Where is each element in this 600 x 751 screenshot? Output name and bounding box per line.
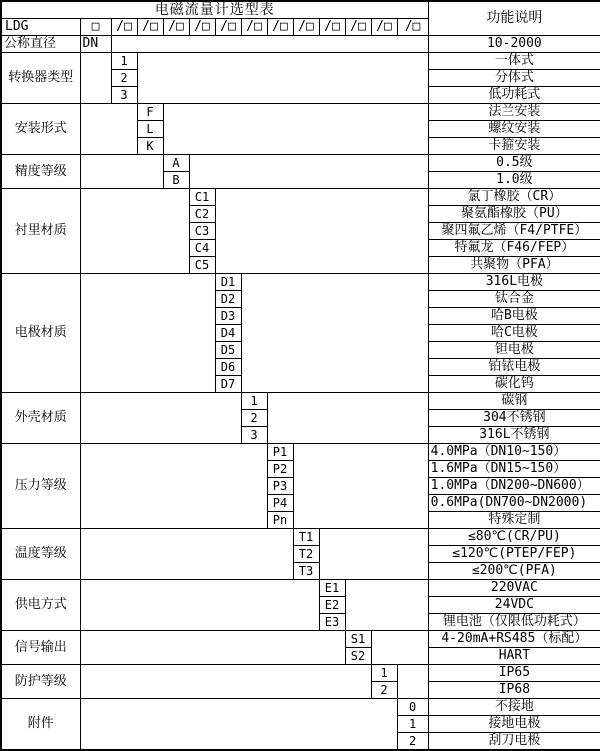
option-code: P1 bbox=[267, 444, 293, 461]
option-description: 316L不锈钢 bbox=[428, 427, 600, 444]
option-code: T2 bbox=[293, 546, 319, 563]
code-slot-box: /□ bbox=[215, 19, 241, 36]
option-description: 1.0级 bbox=[428, 172, 600, 189]
spacer-cell bbox=[80, 699, 397, 751]
code-slot-box: /□ bbox=[189, 19, 215, 36]
option-description: 铂铱电极 bbox=[428, 359, 600, 376]
option-code: D2 bbox=[215, 291, 241, 308]
code-slot-box: /□ bbox=[163, 19, 189, 36]
spacer-cell bbox=[241, 274, 428, 393]
option-description: 0.5级 bbox=[428, 155, 600, 172]
spacer-cell bbox=[111, 36, 428, 53]
option-description: 碳化钨 bbox=[428, 376, 600, 393]
spacer-cell bbox=[80, 274, 215, 393]
option-description: 一体式 bbox=[428, 53, 600, 70]
option-description: ≤80℃(CR/PU) bbox=[428, 529, 600, 546]
spacer-cell bbox=[137, 53, 428, 104]
option-description: 碳钢 bbox=[428, 393, 600, 410]
option-code: D7 bbox=[215, 376, 241, 393]
option-description: 304不锈钢 bbox=[428, 410, 600, 427]
category-label: 供电方式 bbox=[1, 580, 80, 631]
spacer-cell bbox=[267, 393, 428, 444]
option-code: P2 bbox=[267, 461, 293, 478]
category-label: 压力等级 bbox=[1, 444, 80, 529]
option-code: D6 bbox=[215, 359, 241, 376]
code-slot-box: /□ bbox=[241, 19, 267, 36]
code-slot-box: /□ bbox=[397, 19, 428, 36]
option-description: 聚氨酯橡胶（PU） bbox=[428, 206, 600, 223]
category-label: 外壳材质 bbox=[1, 393, 80, 444]
option-description: 哈C电极 bbox=[428, 325, 600, 342]
option-code: L bbox=[137, 121, 163, 138]
option-code: P3 bbox=[267, 478, 293, 495]
option-code: S2 bbox=[345, 648, 371, 665]
option-code: E2 bbox=[319, 597, 345, 614]
option-description: 10-2000 bbox=[428, 36, 600, 53]
spacer-cell bbox=[371, 631, 428, 665]
spacer-cell bbox=[80, 53, 111, 104]
option-description: 0.6MPa(DN700~DN2000) bbox=[428, 495, 600, 512]
option-description: 法兰安装 bbox=[428, 104, 600, 121]
option-description: HART bbox=[428, 648, 600, 665]
option-description: 聚四氟乙烯（F4/PTFE） bbox=[428, 223, 600, 240]
spacer-cell bbox=[163, 104, 428, 155]
option-description: 特氟龙（F46/FEP） bbox=[428, 240, 600, 257]
option-description: 1.0MPa（DN200~DN600） bbox=[428, 478, 600, 495]
option-code: D5 bbox=[215, 342, 241, 359]
option-code: DN bbox=[80, 36, 111, 53]
spacer-cell bbox=[80, 189, 189, 274]
option-description: 接地电极 bbox=[428, 716, 600, 733]
category-label: 衬里材质 bbox=[1, 189, 80, 274]
category-label: 温度等级 bbox=[1, 529, 80, 580]
option-code: 3 bbox=[111, 87, 137, 104]
category-label: 安装形式 bbox=[1, 104, 80, 155]
code-slot-box: /□ bbox=[293, 19, 319, 36]
option-description: 锂电池（仅限低功耗式） bbox=[428, 614, 600, 631]
option-description: 220VAC bbox=[428, 580, 600, 597]
option-description: 刮刀电极 bbox=[428, 733, 600, 751]
option-code: 1 bbox=[371, 665, 397, 682]
code-slot-box: /□ bbox=[111, 19, 137, 36]
option-code: P4 bbox=[267, 495, 293, 512]
category-label: 公称直径 bbox=[1, 36, 80, 53]
option-description: IP65 bbox=[428, 665, 600, 682]
category-label: 防护等级 bbox=[1, 665, 80, 699]
option-description: 4.0MPa（DN10~150） bbox=[428, 444, 600, 461]
option-description: 分体式 bbox=[428, 70, 600, 87]
option-code: C1 bbox=[189, 189, 215, 206]
option-code: B bbox=[163, 172, 189, 189]
code-slot-box: /□ bbox=[319, 19, 345, 36]
spacer-cell bbox=[215, 189, 428, 274]
code-slot-box: /□ bbox=[371, 19, 397, 36]
category-label: 附件 bbox=[1, 699, 80, 751]
option-description: IP68 bbox=[428, 682, 600, 699]
spacer-cell bbox=[80, 580, 319, 631]
spacer-cell bbox=[397, 665, 428, 699]
spacer-cell bbox=[80, 104, 137, 155]
spacer-cell bbox=[80, 631, 345, 665]
option-description: 316L电极 bbox=[428, 274, 600, 291]
option-description: 钛合金 bbox=[428, 291, 600, 308]
code-slot-box: /□ bbox=[267, 19, 293, 36]
option-code: 2 bbox=[111, 70, 137, 87]
option-code: C5 bbox=[189, 257, 215, 274]
option-description: 4-20mA+RS485（标配） bbox=[428, 631, 600, 648]
spacer-cell bbox=[80, 529, 293, 580]
option-code: C4 bbox=[189, 240, 215, 257]
option-code: C2 bbox=[189, 206, 215, 223]
table-title: 电磁流量计选型表 bbox=[1, 1, 428, 19]
option-code: K bbox=[137, 138, 163, 155]
code-slot-box: /□ bbox=[137, 19, 163, 36]
option-code: 2 bbox=[371, 682, 397, 699]
option-code: 2 bbox=[397, 733, 428, 751]
option-code: D3 bbox=[215, 308, 241, 325]
spacer-cell bbox=[80, 393, 241, 444]
option-description: 24VDC bbox=[428, 597, 600, 614]
option-code: C3 bbox=[189, 223, 215, 240]
option-code: E1 bbox=[319, 580, 345, 597]
option-description: 特殊定制 bbox=[428, 512, 600, 529]
option-code: 1 bbox=[397, 716, 428, 733]
option-description: 氯丁橡胶（CR） bbox=[428, 189, 600, 206]
model-code-first-box: □ bbox=[80, 19, 111, 36]
option-description: 哈B电极 bbox=[428, 308, 600, 325]
category-label: 信号输出 bbox=[1, 631, 80, 665]
option-code: D1 bbox=[215, 274, 241, 291]
option-code: 1 bbox=[241, 393, 267, 410]
function-column-header: 功能说明 bbox=[428, 1, 600, 36]
option-code: 1 bbox=[111, 53, 137, 70]
spacer-cell bbox=[189, 155, 428, 189]
option-description: 螺纹安装 bbox=[428, 121, 600, 138]
code-slot-box: /□ bbox=[345, 19, 371, 36]
option-code: Pn bbox=[267, 512, 293, 529]
option-description: 低功耗式 bbox=[428, 87, 600, 104]
option-code: 2 bbox=[241, 410, 267, 427]
option-code: T1 bbox=[293, 529, 319, 546]
option-description: 卡箍安装 bbox=[428, 138, 600, 155]
option-description: ≤200℃(PFA) bbox=[428, 563, 600, 580]
option-description: 钽电极 bbox=[428, 342, 600, 359]
option-code: F bbox=[137, 104, 163, 121]
option-code: 0 bbox=[397, 699, 428, 716]
option-description: 共聚物（PFA） bbox=[428, 257, 600, 274]
option-code: S1 bbox=[345, 631, 371, 648]
spacer-cell bbox=[80, 444, 267, 529]
category-label: 转换器类型 bbox=[1, 53, 80, 104]
spacer-cell bbox=[345, 580, 428, 631]
spacer-cell bbox=[319, 529, 428, 580]
spacer-cell bbox=[293, 444, 428, 529]
option-code: D4 bbox=[215, 325, 241, 342]
option-code: A bbox=[163, 155, 189, 172]
option-description: ≤120℃(PTEP/FEP) bbox=[428, 546, 600, 563]
option-description: 1.6MPa（DN15~150） bbox=[428, 461, 600, 478]
category-label: 精度等级 bbox=[1, 155, 80, 189]
option-code: T3 bbox=[293, 563, 319, 580]
spacer-cell bbox=[80, 155, 163, 189]
option-description: 不接地 bbox=[428, 699, 600, 716]
option-code: E3 bbox=[319, 614, 345, 631]
option-code: 3 bbox=[241, 427, 267, 444]
category-label: 电极材质 bbox=[1, 274, 80, 393]
spacer-cell bbox=[80, 665, 371, 699]
model-code-prefix: LDG bbox=[1, 19, 80, 36]
